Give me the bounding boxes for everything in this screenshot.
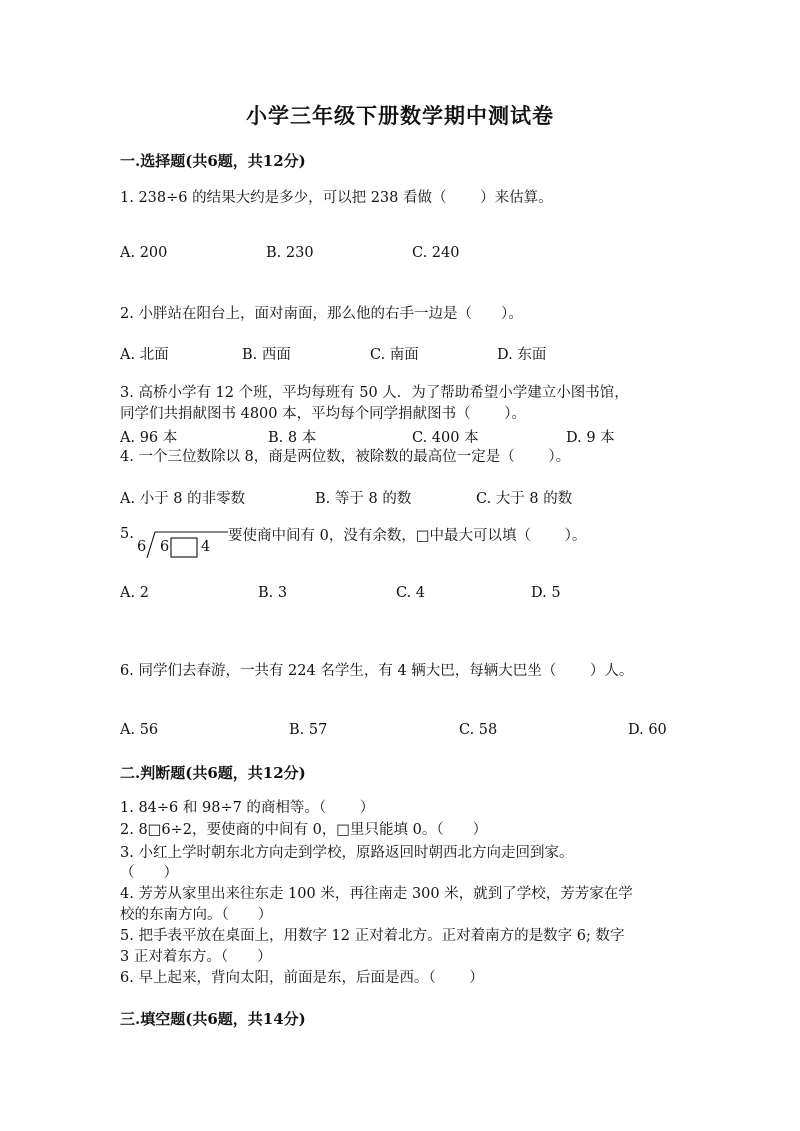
q5-option-a: A. 2 [120, 585, 149, 601]
judge-1: 1. 84÷6 和 98÷7 的商相等。（ ） [120, 800, 375, 816]
question-5-text: 要使商中间有 0，没有余数，□中最大可以填（ ）。 [228, 528, 587, 544]
q3-option-a: A. 96 本 [120, 430, 178, 446]
q5-option-d: D. 5 [531, 585, 561, 601]
q3-option-b: B. 8 本 [268, 430, 317, 446]
judge-6: 6. 早上起来，背向太阳，前面是东，后面是西。（ ） [120, 970, 484, 986]
judge-4-line-1: 4. 芳芳从家里出来往东走 100 米，再往南走 300 米，就到了学校，芳芳家在学 [120, 886, 633, 902]
page-title: 小学三年级下册数学期中测试卷 [246, 103, 554, 128]
judge-2: 2. 8□6÷2，要使商的中间有 0，□里只能填 0。（ ） [120, 822, 488, 838]
question-3-line-1: 3. 高桥小学有 12 个班，平均每班有 50 人．为了帮助希望小学建立小图书馆， [120, 385, 629, 401]
judge-4-line-2: 校的东南方向。（ ） [120, 907, 273, 923]
judge-3-line-2: （ ） [120, 865, 178, 881]
q1-option-c: C. 240 [412, 245, 460, 261]
q6-option-a: A. 56 [120, 722, 159, 738]
q2-option-b: B. 西面 [242, 347, 291, 363]
question-1: 1. 238÷6 的结果大约是多少，可以把 238 看做（ ）来估算。 [120, 190, 553, 206]
q4-option-a: A. 小于 8 的非零数 [120, 491, 246, 507]
q1-option-b: B. 230 [266, 245, 314, 261]
section-heading-judge: 二.判断题(共6题，共12分) [120, 764, 306, 782]
divisor: 6 [137, 539, 147, 555]
q3-option-d: D. 9 本 [566, 430, 615, 446]
judge-5-line-1: 5. 把手表平放在桌面上，用数字 12 正对着北方。正对着南方的是数字 6; 数字 [120, 928, 625, 944]
question-3-line-2: 同学们共捐献图书 4800 本，平均每个同学捐献图书（ ）。 [120, 406, 526, 422]
q6-option-c: C. 58 [459, 722, 498, 738]
dividend-digit-ones: 4 [201, 539, 211, 555]
question-6: 6. 同学们去春游，一共有 224 名学生，有 4 辆大巴，每辆大巴坐（ ）人。 [120, 663, 634, 679]
q5-option-c: C. 4 [396, 585, 426, 601]
section-heading-choice: 一.选择题(共6题，共12分) [120, 152, 306, 170]
q3-option-c: C. 400 本 [412, 430, 479, 446]
q2-option-d: D. 东面 [497, 347, 547, 363]
q6-option-b: B. 57 [289, 722, 328, 738]
long-division-figure [133, 530, 228, 560]
q2-option-c: C. 南面 [370, 347, 419, 363]
question-2: 2. 小胖站在阳台上，面对南面，那么他的右手一边是（ ）。 [120, 306, 523, 322]
q4-option-b: B. 等于 8 的数 [315, 491, 412, 507]
section-heading-fill: 三.填空题(共6题，共14分) [120, 1010, 306, 1028]
judge-3-line-1: 3. 小红上学时朝东北方向走到学校，原路返回时朝西北方向走回到家。 [120, 845, 574, 861]
q6-option-d: D. 60 [628, 722, 667, 738]
q5-option-b: B. 3 [258, 585, 288, 601]
q2-option-a: A. 北面 [120, 347, 169, 363]
question-4: 4. 一个三位数除以 8，商是两位数，被除数的最高位一定是（ ）。 [120, 449, 571, 465]
dividend-digit-hundreds: 6 [160, 539, 170, 555]
question-5-number: 5. [120, 526, 134, 542]
q4-option-c: C. 大于 8 的数 [476, 491, 573, 507]
judge-5-line-2: 3 正对着东方。（ ） [120, 949, 272, 965]
q1-option-a: A. 200 [120, 245, 168, 261]
